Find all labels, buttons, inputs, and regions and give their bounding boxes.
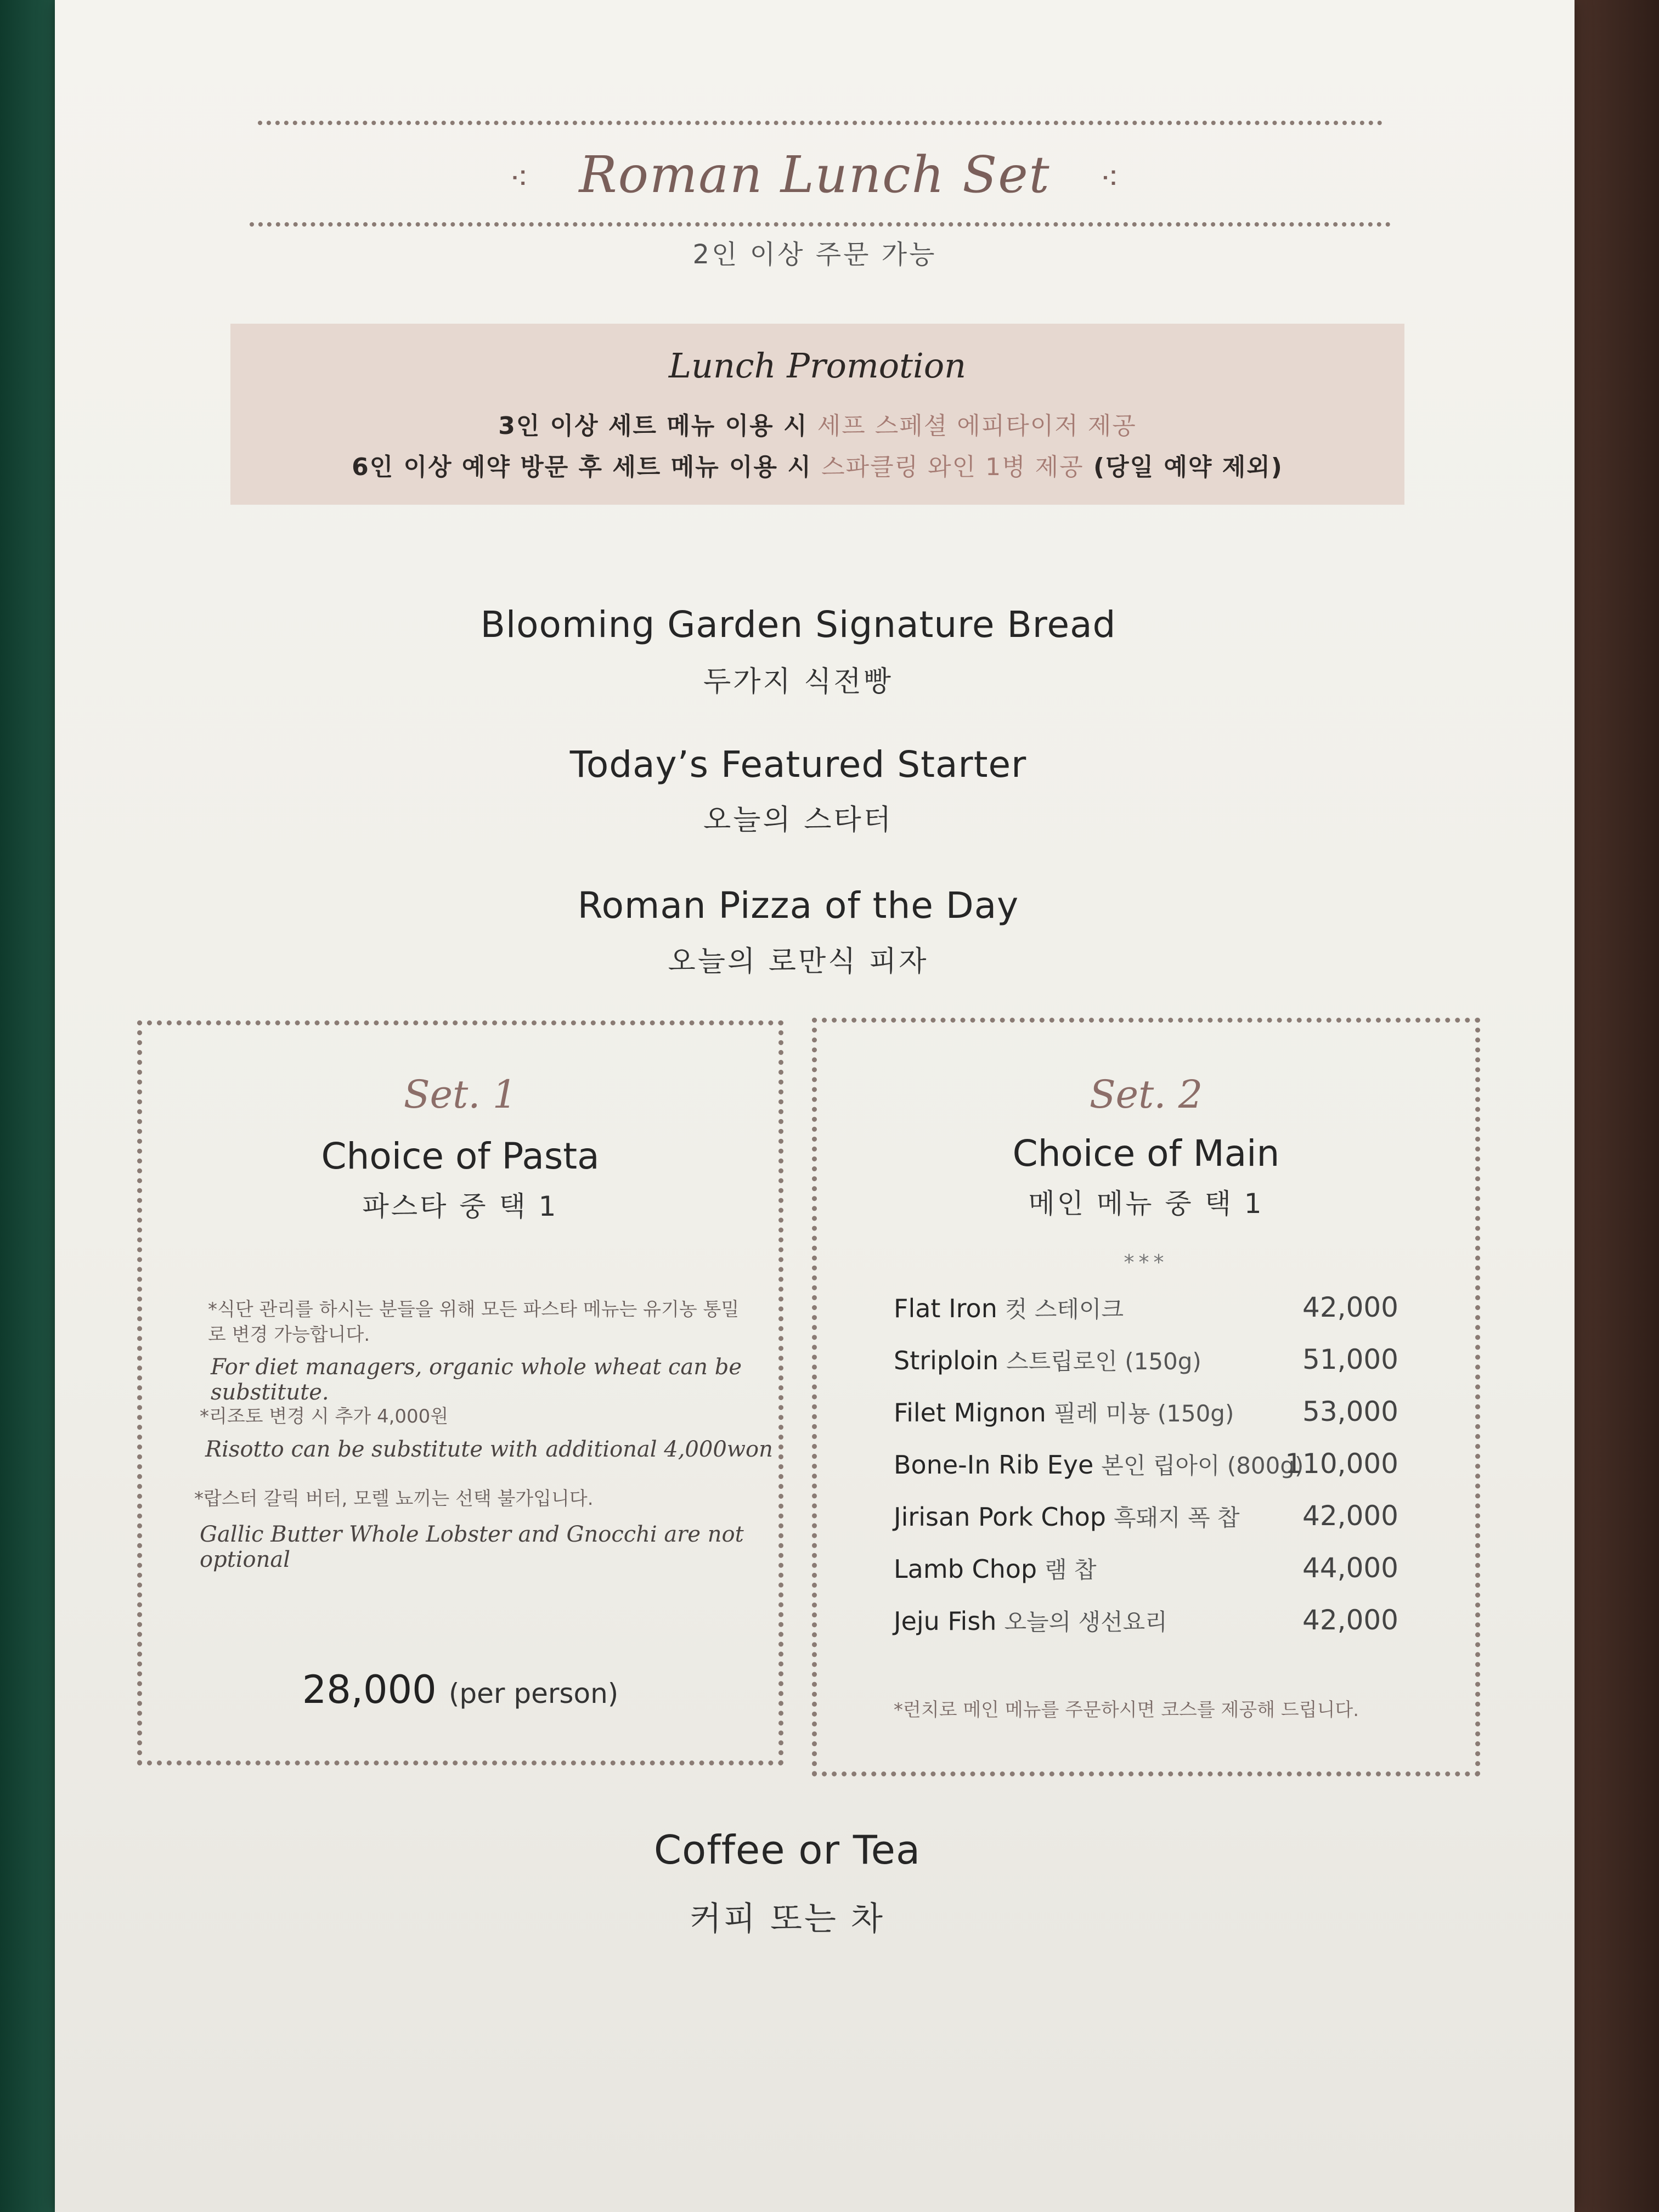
- main-item-striploin: [894, 1344, 1398, 1382]
- set-1-note-3-kr: *랍스터 갈릭 버터, 모렐 뇨끼는 선택 불가입니다.: [194, 1488, 594, 1510]
- course-bread-en: Blooming Garden Signature Bread: [480, 603, 1116, 646]
- set-1-note-2-en: Risotto can be substitute with additional 4,000won: [205, 1437, 773, 1462]
- main-item-name-en: Striploin: [894, 1346, 998, 1375]
- promotion-line-2: [230, 447, 1404, 482]
- top-dotted-divider: [258, 121, 1383, 125]
- main-item-name-kr: 본인 립아이 (800g): [1101, 1452, 1304, 1479]
- main-item-name-kr: 필레 미뇽 (150g): [1053, 1400, 1234, 1427]
- promotion-line-2-text: 6인 이상 예약 방문 후 세트 메뉴 이용 시: [352, 453, 822, 481]
- set-1-title-en: Choice of Pasta: [321, 1135, 600, 1177]
- set-1-box: [137, 1020, 783, 1765]
- main-item-price: 51,000: [1302, 1344, 1398, 1375]
- course-starter-kr: 오늘의 스타터: [703, 804, 893, 837]
- set-1-price-value: 28,000: [302, 1667, 437, 1712]
- course-pizza-en: Roman Pizza of the Day: [577, 884, 1019, 927]
- main-item-name-en: Lamb Chop: [894, 1554, 1037, 1584]
- main-item-name-kr: 흑돼지 폭 찹: [1114, 1504, 1240, 1531]
- main-item-lamb-chop: [894, 1552, 1398, 1590]
- set-2-divider: ***: [1124, 1250, 1169, 1274]
- course-coffee-en: Coffee or Tea: [653, 1827, 921, 1873]
- main-item-jeju-fish: [894, 1604, 1398, 1643]
- main-item-price: 110,000: [1285, 1448, 1398, 1480]
- set-2-title-en: Choice of Main: [1012, 1132, 1280, 1175]
- main-item-price: 44,000: [1302, 1552, 1398, 1584]
- main-item-jirisan-pork-chop: [894, 1500, 1398, 1538]
- lunch-promotion-banner: [230, 324, 1404, 505]
- main-item-price: 53,000: [1302, 1396, 1398, 1427]
- main-item-price: 42,000: [1302, 1291, 1398, 1323]
- set-1-note-2-kr: *리조토 변경 시 추가 4,000원: [200, 1406, 449, 1427]
- main-item-name-kr: 오늘의 생선요리: [1004, 1609, 1167, 1635]
- main-item-filet-mignon: [894, 1396, 1398, 1434]
- promotion-title: Lunch Promotion: [668, 346, 967, 386]
- promotion-line-1-highlight: 세프 스페셜 에피타이저 제공: [817, 412, 1137, 440]
- main-item-price: 42,000: [1302, 1604, 1398, 1636]
- main-item-name-en: Jirisan Pork Chop: [894, 1502, 1107, 1532]
- main-item-name-en: Bone-In Rib Eye: [894, 1450, 1094, 1480]
- bottom-dotted-divider: [250, 222, 1391, 227]
- main-item-name-en: Jeju Fish: [894, 1606, 997, 1636]
- main-item-name-en: Filet Mignon: [894, 1398, 1046, 1427]
- set-1-label: Set. 1: [403, 1072, 517, 1117]
- set-1-title-kr: 파스타 중 택 1: [362, 1190, 558, 1222]
- main-item-flat-iron: [894, 1291, 1398, 1330]
- set-2-box: [812, 1018, 1480, 1776]
- course-starter-en: Today’s Featured Starter: [569, 743, 1027, 786]
- right-ornament-icon: ⁖: [1099, 160, 1120, 199]
- set-2-title-kr: 메인 메뉴 중 택 1: [1028, 1188, 1264, 1220]
- course-bread-kr: 두가지 식전빵: [703, 665, 893, 698]
- course-coffee-kr: 커피 또는 차: [690, 1900, 885, 1938]
- course-pizza-kr: 오늘의 로만식 피자: [668, 945, 929, 978]
- minimum-order-note: 2인 이상 주문 가능: [692, 239, 937, 270]
- main-item-name-kr: 스트립로인 (150g): [1006, 1348, 1201, 1375]
- left-ornament-icon: ⁖: [509, 160, 530, 199]
- main-item-name-kr: 램 찹: [1045, 1556, 1097, 1583]
- menu-title: [55, 145, 1575, 204]
- menu-page: [55, 0, 1575, 2212]
- set-1-note-1-kr: *식단 관리를 하시는 분들을 위해 모든 파스타 메뉴는 유기농 통밀로 변경 가능합니다.: [208, 1299, 740, 1346]
- set-2-label: Set. 2: [1089, 1072, 1203, 1117]
- promotion-line-2-highlight: 스파클링 와인 1병 제공: [821, 453, 1084, 481]
- main-item-price: 42,000: [1302, 1500, 1398, 1532]
- set-1-price-unit: (per person): [448, 1678, 619, 1709]
- promotion-line-1: [230, 406, 1404, 441]
- main-item-bone-in-rib-eye: [894, 1448, 1398, 1486]
- promotion-line-1-text: 3인 이상 세트 메뉴 이용 시: [498, 412, 817, 440]
- main-item-name-kr: 컷 스테이크: [1005, 1296, 1124, 1323]
- main-item-name-en: Flat Iron: [894, 1294, 997, 1323]
- set-1-note-1-en: For diet managers, organic whole wheat can be substitute.: [211, 1355, 742, 1405]
- menu-title-text: Roman Lunch Set: [579, 145, 1051, 204]
- set-1-note-3-en: Gallic Butter Whole Lobster and Gnocchi are not optional: [200, 1522, 744, 1572]
- set-2-note: *런치로 메인 메뉴를 주문하시면 코스를 제공해 드립니다.: [894, 1699, 1359, 1721]
- promotion-line-2-after: (당일 예약 제외): [1084, 453, 1283, 481]
- set-1-price: [142, 1667, 778, 1712]
- table-surface: [1571, 0, 1659, 2212]
